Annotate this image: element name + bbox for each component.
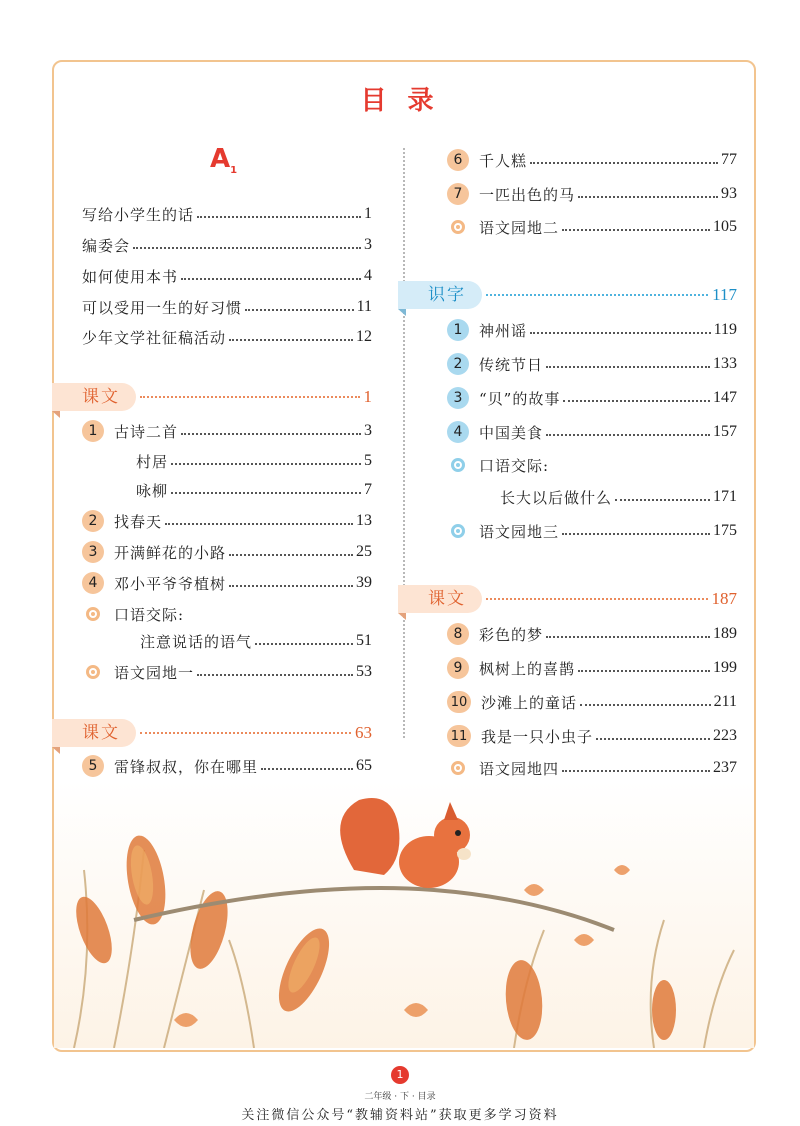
ring-marker-icon: [86, 665, 100, 679]
column-divider: [403, 148, 405, 738]
ring-marker-icon: [451, 524, 465, 538]
literacy-row-3[interactable]: 3 “贝”的故事 147: [447, 385, 737, 411]
oral-communication-row[interactable]: 口语交际:: [82, 601, 372, 627]
toc-row[interactable]: 编委会 3: [82, 236, 372, 255]
toc-row[interactable]: 写给小学生的话 1: [82, 205, 372, 224]
ring-marker-icon: [451, 220, 465, 234]
page-number-badge: 1: [391, 1066, 409, 1084]
yuwen-yuandi-row[interactable]: 语文园地四 237: [447, 755, 737, 781]
oral-communication-row[interactable]: 口语交际:: [447, 452, 737, 478]
section-header-kewen-2[interactable]: 课文 63: [52, 719, 372, 747]
lesson-row-4[interactable]: 4 邓小平爷爷植树 39: [82, 570, 372, 596]
lesson-row-11[interactable]: 11 我是一只小虫子 223: [447, 723, 737, 749]
lesson-row-10[interactable]: 10 沙滩上的童话 211: [447, 689, 737, 715]
sub-lesson-row[interactable]: 村居 5: [136, 452, 372, 471]
section-header-shizi[interactable]: 识字 117: [398, 281, 737, 309]
toc-row[interactable]: 如何使用本书 4: [82, 267, 372, 286]
yuwen-yuandi-row[interactable]: 语文园地二 105: [447, 214, 737, 240]
lesson-row-6[interactable]: 6 千人糕 77: [447, 147, 737, 173]
lesson-row-5[interactable]: 5 雷锋叔叔，你在哪里 65: [82, 753, 372, 779]
section-header-kewen-3[interactable]: 课文 187: [398, 585, 737, 613]
literacy-row-2[interactable]: 2 传统节日 133: [447, 351, 737, 377]
lesson-row-3[interactable]: 3 开满鲜花的小路 25: [82, 539, 372, 565]
toc-row[interactable]: 少年文学社征稿活动 12: [82, 328, 372, 347]
ring-marker-icon: [451, 761, 465, 775]
section-header-kewen-1[interactable]: 课文 1: [52, 383, 372, 411]
autumn-squirrel-illustration: [54, 780, 754, 1048]
lesson-row-8[interactable]: 8 彩色的梦 189: [447, 621, 737, 647]
yuwen-yuandi-row[interactable]: 语文园地一 53: [82, 659, 372, 685]
sub-lesson-row[interactable]: 长大以后做什么 171: [500, 488, 737, 507]
ring-marker-icon: [451, 458, 465, 472]
footer-note: 关注微信公众号“教辅资料站”获取更多学习资料: [241, 1108, 559, 1123]
lesson-row-1[interactable]: 1 古诗二首 3: [82, 418, 372, 444]
volume-label: $A_1$: [210, 144, 238, 177]
footer-label: 二年级 · 下 · 目录: [364, 1092, 436, 1102]
lesson-row-2[interactable]: 2 找春天 13: [82, 508, 372, 534]
toc-row[interactable]: 可以受用一生的好习惯 11: [82, 298, 372, 317]
lesson-row-7[interactable]: 7 一匹出色的马 93: [447, 181, 737, 207]
literacy-row-4[interactable]: 4 中国美食 157: [447, 419, 737, 445]
sub-lesson-row[interactable]: 咏柳 7: [136, 481, 372, 500]
sub-lesson-row[interactable]: 注意说话的语气 51: [140, 632, 372, 651]
lesson-row-9[interactable]: 9 枫树上的喜鹊 199: [447, 655, 737, 681]
literacy-row-1[interactable]: 1 神州谣 119: [447, 317, 737, 343]
page-title: 目 录: [360, 86, 440, 116]
yuwen-yuandi-row[interactable]: 语文园地三 175: [447, 518, 737, 544]
ring-marker-icon: [86, 607, 100, 621]
